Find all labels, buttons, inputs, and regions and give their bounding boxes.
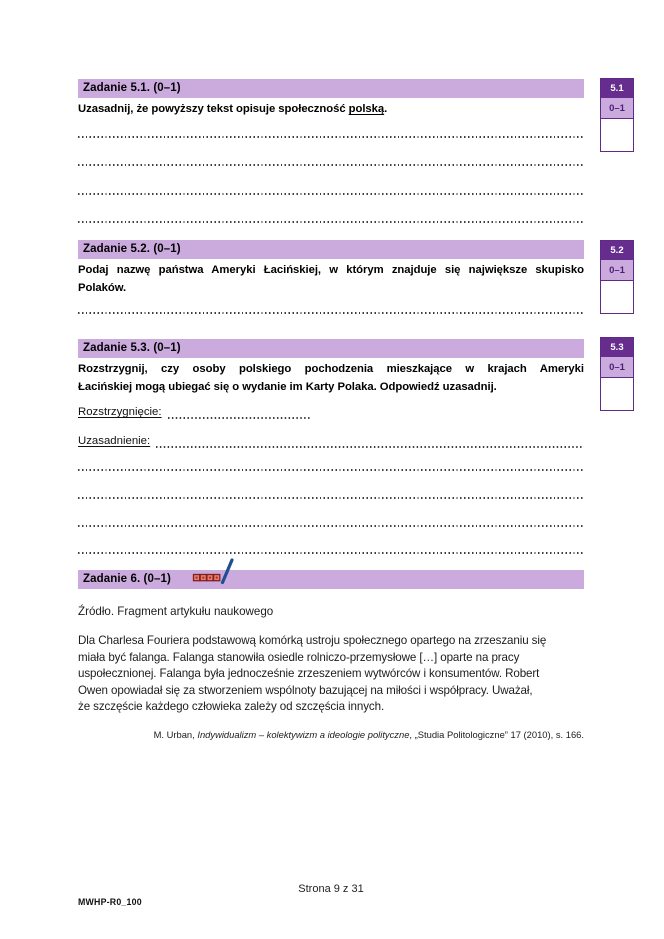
stamp-dot-icon	[196, 577, 198, 579]
task-5-3-header: Zadanie 5.3. (0–1)	[78, 339, 584, 358]
score-box-5-1	[600, 78, 634, 152]
source-heading: Źródło. Fragment artykułu naukowego	[78, 605, 274, 618]
task-5-3-answer-line-2[interactable]	[78, 497, 584, 499]
score-box-5-3-task-number: 5.3	[601, 338, 633, 357]
source-paragraph	[78, 633, 590, 716]
citation-journal: , „Studia Politologiczne” 17 (2010), s. 166.	[409, 729, 584, 740]
task-5-3-prompt-line-2: Łacińskiej mogą ubiegać się o wydanie im Karty Polaka. Odpowiedź uzasadnij.	[78, 381, 497, 393]
task-5-3-answer-line-4[interactable]	[78, 552, 584, 554]
task-5-1-answer-line-2[interactable]	[78, 164, 584, 166]
task-5-2-prompt-line-1: Podaj nazwę państwa Ameryki Łacińskiej, w którym znajduje się największe skupisko	[78, 264, 584, 276]
score-box-5-2-task-number: 5.2	[601, 241, 633, 260]
form-code: MWHP-R0_100	[78, 897, 142, 907]
task-5-1-answer-line-1[interactable]	[78, 136, 584, 138]
task-5-3-prompt	[78, 360, 584, 396]
task-5-2-prompt-line-2: Polaków.	[78, 282, 127, 294]
task-5-1-header: Zadanie 5.1. (0–1)	[78, 79, 584, 98]
source-line: Dla Charlesa Fouriera podstawową komórką ustroju społecznego opartego na zrzeszaniu się	[78, 634, 547, 647]
score-box-5-2	[600, 240, 634, 314]
task-5-1-answer-line-3[interactable]	[78, 193, 584, 195]
stamp-dot-icon	[202, 577, 204, 579]
justification-answer-line[interactable]	[156, 434, 584, 448]
task-5-3-prompt-line-1: Rozstrzygnij, czy osoby polskiego pochodzenia mieszkające w krajach Ameryki	[78, 363, 584, 375]
decision-answer-line[interactable]	[168, 405, 310, 419]
source-line: miała być falanga. Falanga stanowiła osiedle rolniczo-przemysłowe […] oparte na pracy	[78, 650, 520, 664]
citation-author: M. Urban,	[153, 729, 198, 740]
stamp-dot-icon	[209, 577, 211, 579]
source-line: że szczęście każdego człowieka zależy od szczęścia innych.	[78, 700, 385, 713]
task-5-1-prompt-underlined-word: polską	[348, 103, 385, 115]
task-5-1-prompt-period: .	[384, 103, 388, 115]
task-5-1-prompt-text: Uzasadnij, że powyższy tekst opisuje społeczność	[78, 103, 349, 115]
source-line: Owen opowiadał się za stworzeniem wspólnoty bazującej na miłości i współpracy. Uważał,	[78, 683, 533, 697]
annotation-stamp-icon	[192, 556, 236, 586]
task-6-header: Zadanie 6. (0–1)	[78, 570, 584, 589]
task-5-2-header: Zadanie 5.2. (0–1)	[78, 240, 584, 259]
justification-row	[78, 434, 584, 449]
citation-title: Indywidualizm – kolektywizm a ideologie polityczne	[197, 729, 410, 740]
source-line: uspołecznionej. Falanga była jednocześnie zrzeszeniem wytwórców i konsumentów. Robert	[78, 667, 540, 680]
score-box-5-3	[600, 337, 634, 411]
task-5-3-answer-line-3[interactable]	[78, 525, 584, 527]
decision-row	[78, 405, 584, 420]
score-box-5-2-points-range: 0–1	[601, 260, 633, 281]
decision-label: Rozstrzygnięcie:	[78, 406, 162, 418]
pen-mark-icon	[223, 560, 233, 583]
task-5-1-prompt	[78, 100, 584, 118]
citation	[78, 729, 584, 740]
task-5-1-answer-line-4[interactable]	[78, 221, 584, 223]
page-number: Strona 9 z 31	[298, 883, 364, 895]
stamp-dot-icon	[216, 577, 218, 579]
task-5-2-prompt	[78, 261, 584, 297]
task-5-3-answer-line-1[interactable]	[78, 469, 584, 471]
score-box-5-3-points-range: 0–1	[601, 357, 633, 378]
score-box-5-1-points-range: 0–1	[601, 98, 633, 119]
task-5-2-answer-line-1[interactable]	[78, 312, 584, 314]
score-box-5-1-task-number: 5.1	[601, 79, 633, 98]
justification-label: Uzasadnienie:	[78, 435, 151, 447]
